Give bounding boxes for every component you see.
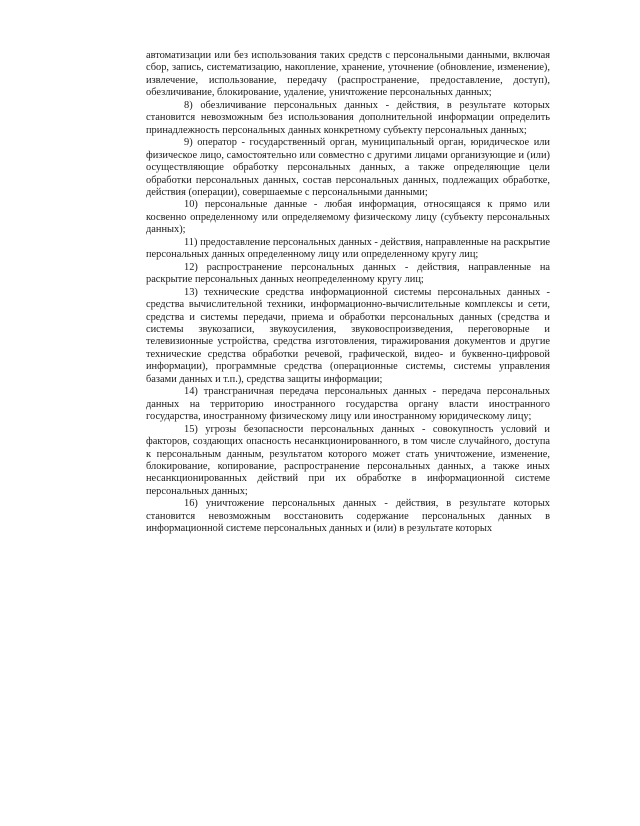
- paragraph-item-13: 13) технические средства информационной системы персональных данных - средства вычислительной техники, информационно-вычислительные комплексы и сети, средства и системы передачи, приема и обработки персональных данных (средства и системы звукозаписи, звукоусиления, звуковоспроизведения, переговорные и телевизионные устройства, средства изготовления, тиражирования документов и другие технические средства обработки речевой, графической, видео- и буквенно-цифровой информации), программные средства (операционные системы, системы управления базами данных и т.п.), средства защиты информации;: [146, 286, 550, 385]
- paragraph-item-14: 14) трансграничная передача персональных данных - передача персональных данных на территорию иностранного государства органу власти иностранного государства, иностранному физическому лицу или иностранному юридическому лицу;: [146, 386, 550, 423]
- paragraph-continuation: автоматизации или без использования таких средств с персональными данными, включая сбор, запись, систематизацию, накопление, хранение, уточнение (обновление, изменение), извлечение, использование, передачу (распространение, предоставление, доступ), обезличивание, блокирование, удаление, уничтожение персональных данных;: [146, 50, 550, 99]
- document-body: [146, 50, 550, 536]
- paragraph-item-8: 8) обезличивание персональных данных - действия, в результате которых становится невозможным без использования дополнительной информации определить принадлежность персональных данных конкретному субъекту персональных данных;: [146, 99, 550, 136]
- paragraph-item-16: 16) уничтожение персональных данных - действия, в результате которых становится невозможным восстановить содержание персональных данных в информационной системе персональных данных и (или) в результате которых: [146, 498, 550, 535]
- paragraph-item-11: 11) предоставление персональных данных - действия, направленные на раскрытие персональных данных определенному лицу или определенному кругу лиц;: [146, 236, 550, 261]
- paragraph-item-10: 10) персональные данные - любая информация, относящаяся к прямо или косвенно определенному или определяемому физическому лицу (субъекту персональных данных);: [146, 199, 550, 236]
- paragraph-item-9: 9) оператор - государственный орган, муниципальный орган, юридическое или физическое лицо, самостоятельно или совместно с другими лицами организующие и (или) осуществляющие обработку персональных данных, а также определяющие цели обработки персональных данных, состав персональных данных, подлежащих обработке, действия (операции), совершаемые с персональными данными;: [146, 137, 550, 198]
- paragraph-item-12: 12) распространение персональных данных - действия, направленные на раскрытие персональных данных неопределенному кругу лиц;: [146, 261, 550, 286]
- paragraph-item-15: 15) угрозы безопасности персональных данных - совокупность условий и факторов, создающих опасность несанкционированного, в том числе случайного, доступа к персональным данным, результатом которого может стать уничтожение, изменение, блокирование, копирование, распространение персональных данных, а также иных несанкционированных действий при их обработке в информационной системе персональных данных;: [146, 423, 550, 497]
